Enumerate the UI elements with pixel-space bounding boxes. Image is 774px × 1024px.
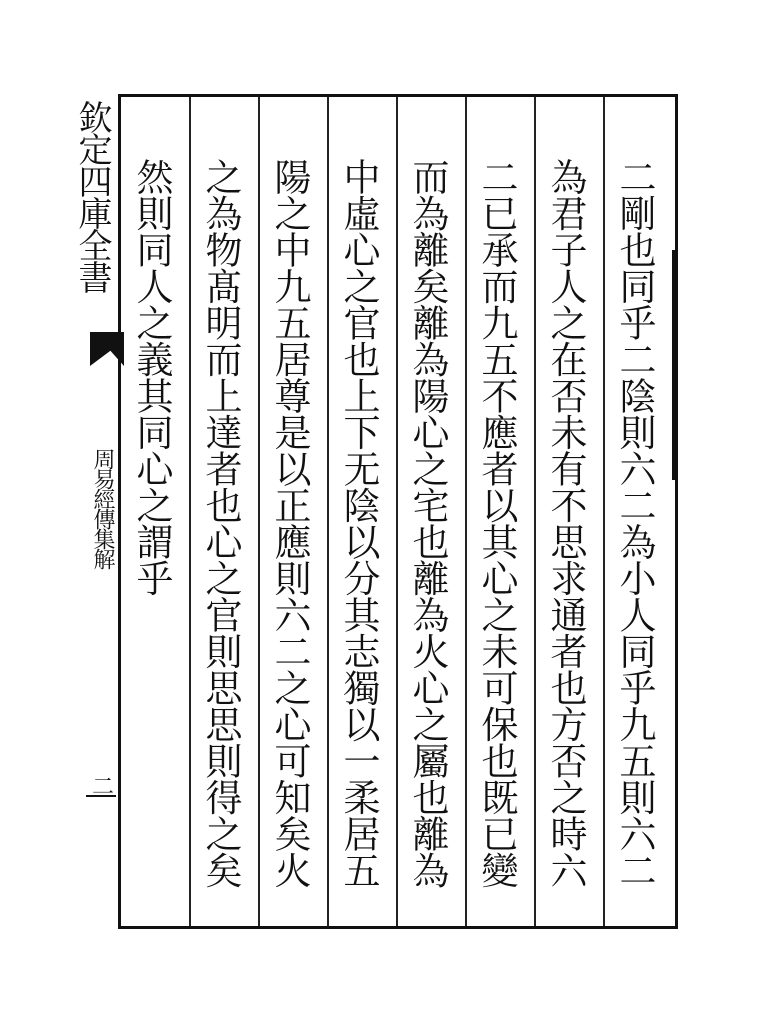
text-column-2: 為君子人之在否未有不思求通者也方否之時六 [544, 158, 587, 888]
column-rule [465, 97, 467, 926]
column-rule [396, 97, 398, 926]
column-rule [534, 97, 536, 926]
text-column-6: 陽之中九五居尊是以正應則六二之心可知矣火 [268, 158, 311, 888]
column-rule [603, 97, 605, 926]
text-column-4: 而為離矣離為陽心之宅也離為火心之屬也離為 [406, 158, 449, 888]
column-rule [189, 97, 191, 926]
column-rule [327, 97, 329, 926]
book-title: 周易經傳集解 [90, 448, 115, 568]
text-column-8: 然則同人之義其同心之謂乎 [130, 158, 173, 596]
column-rule [258, 97, 260, 926]
margin-bar [672, 250, 678, 480]
page-number: 二 [92, 775, 115, 800]
text-column-7: 之為物髙明而上達者也心之官則思思則得之矣 [199, 158, 242, 888]
collection-title: 欽定四庫全書 [72, 100, 112, 292]
text-column-3: 二已承而九五不應者以其心之未可保也既已變 [475, 158, 518, 888]
page-number-rule [86, 795, 116, 797]
text-column-5: 中虛心之官也上下无陰以分其志獨以一柔居五 [337, 158, 380, 888]
text-column-1: 二剛也同乎二陰則六二為小人同乎九五則六二 [613, 158, 656, 888]
